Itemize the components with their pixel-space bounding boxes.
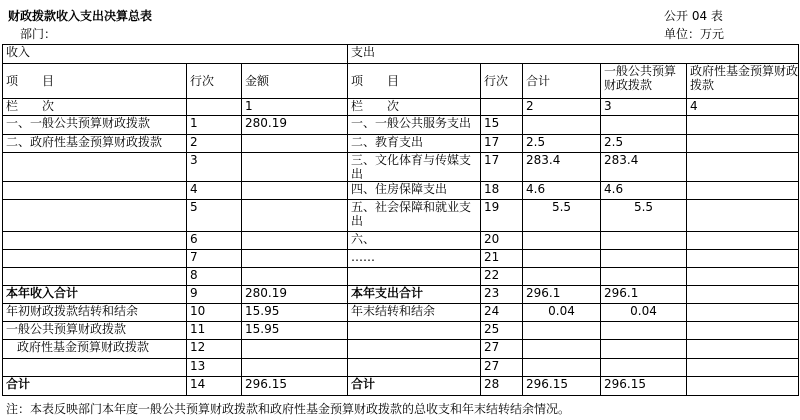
- table-row: [3, 250, 799, 268]
- expense-row-no: 24: [481, 304, 523, 322]
- expense-total: 296.1: [523, 286, 601, 304]
- expense-gov-fund: [687, 232, 799, 250]
- expense-item: 五、社会保障和就业支出: [348, 200, 481, 232]
- income-item: 一般公共预算财政拨款: [3, 322, 187, 340]
- income-row-no: 12: [187, 340, 242, 359]
- expense-gov-fund: [687, 153, 799, 182]
- income-amount: 296.15: [242, 377, 348, 396]
- income-amount: [242, 268, 348, 286]
- table-row: [3, 304, 799, 322]
- column-header-row: [3, 64, 799, 99]
- expense-general: 2.5: [601, 135, 687, 153]
- income-amount: [242, 340, 348, 359]
- table-row: [3, 359, 799, 377]
- table-code: 公开 04 表: [664, 9, 723, 23]
- income-amount: 15.95: [242, 304, 348, 322]
- expense-total: 5.5: [523, 200, 601, 232]
- income-item: 二、政府性基金预算财政拨款: [3, 135, 187, 153]
- table-row: [3, 377, 799, 396]
- budget-summary-table: [2, 44, 799, 396]
- expense-row-no: 27: [481, 359, 523, 377]
- expense-row-no: 19: [481, 200, 523, 232]
- col-amount-header: 金额: [242, 64, 348, 99]
- income-row-no: 3: [187, 153, 242, 182]
- col-row-header: 行次: [187, 64, 242, 99]
- expense-general: 296.15: [601, 377, 687, 396]
- expense-total: [523, 359, 601, 377]
- colno-label: 栏 次: [3, 99, 187, 116]
- expense-total: [523, 250, 601, 268]
- income-amount: [242, 153, 348, 182]
- expense-total: 0.04: [523, 304, 601, 322]
- expense-row-no: 21: [481, 250, 523, 268]
- table-body: [3, 116, 799, 396]
- expense-item: [348, 268, 481, 286]
- expense-item: 合计: [348, 377, 481, 396]
- income-item: 合计: [3, 377, 187, 396]
- expense-gov-fund: [687, 250, 799, 268]
- col-general-header: 一般公共预算财政拨款: [601, 64, 687, 99]
- expense-item: 年末结转和结余: [348, 304, 481, 322]
- income-item: 年初财政拨款结转和结余: [3, 304, 187, 322]
- expense-row-no: 22: [481, 268, 523, 286]
- income-section-header: 收入: [3, 45, 348, 64]
- table-row: [3, 200, 799, 232]
- col-item2-header: 项 目: [348, 64, 481, 99]
- expense-general: [601, 116, 687, 135]
- colno-2: 2: [523, 99, 601, 116]
- colno-3: 3: [601, 99, 687, 116]
- income-item: 一、一般公共预算财政拨款: [3, 116, 187, 135]
- expense-item: 本年支出合计: [348, 286, 481, 304]
- income-amount: [242, 359, 348, 377]
- col-gov-fund-header: 政府性基金预算财政拨款: [687, 64, 799, 99]
- expense-gov-fund: [687, 359, 799, 377]
- expense-item: ……: [348, 250, 481, 268]
- expense-total: [523, 322, 601, 340]
- expense-item: 四、住房保障支出: [348, 182, 481, 200]
- expense-general: [601, 340, 687, 359]
- income-item: 本年收入合计: [3, 286, 187, 304]
- page-title: 财政拨款收入支出决算总表: [8, 9, 153, 23]
- table-row: [3, 135, 799, 153]
- expense-row-no: 17: [481, 135, 523, 153]
- income-item: [3, 250, 187, 268]
- expense-general: [601, 250, 687, 268]
- expense-gov-fund: [687, 200, 799, 232]
- expense-general: [601, 268, 687, 286]
- unit-label: 单位：万元: [664, 27, 725, 41]
- expense-gov-fund: [687, 135, 799, 153]
- income-row-no: 13: [187, 359, 242, 377]
- income-row-no: 8: [187, 268, 242, 286]
- colno-4: 4: [687, 99, 799, 116]
- expense-row-no: 20: [481, 232, 523, 250]
- expense-gov-fund: [687, 116, 799, 135]
- income-amount: 280.19: [242, 286, 348, 304]
- expense-item: 三、文化体育与传媒支出: [348, 153, 481, 182]
- expense-total: 283.4: [523, 153, 601, 182]
- col-row2-header: 行次: [481, 64, 523, 99]
- expense-gov-fund: [687, 304, 799, 322]
- expense-row-no: 25: [481, 322, 523, 340]
- column-number-row: [3, 99, 799, 116]
- expense-section-header: 支出: [348, 45, 799, 64]
- income-item: [3, 359, 187, 377]
- expense-row-no: 17: [481, 153, 523, 182]
- col-total-header: 合计: [523, 64, 601, 99]
- expense-item: [348, 359, 481, 377]
- income-amount: [242, 232, 348, 250]
- income-row-no: 14: [187, 377, 242, 396]
- expense-total: [523, 232, 601, 250]
- expense-general: 296.1: [601, 286, 687, 304]
- income-amount: 15.95: [242, 322, 348, 340]
- expense-general: 0.04: [601, 304, 687, 322]
- income-item: [3, 268, 187, 286]
- table-row: [3, 153, 799, 182]
- expense-gov-fund: [687, 322, 799, 340]
- col-item-header: 项 目: [3, 64, 187, 99]
- income-amount: [242, 182, 348, 200]
- expense-item: [348, 340, 481, 359]
- table-row: [3, 286, 799, 304]
- table-row: [3, 340, 799, 359]
- income-amount: 280.19: [242, 116, 348, 135]
- expense-general: [601, 322, 687, 340]
- expense-gov-fund: [687, 377, 799, 396]
- income-item: [3, 182, 187, 200]
- table-row: [3, 116, 799, 135]
- income-row-no: 4: [187, 182, 242, 200]
- expense-general: [601, 232, 687, 250]
- income-row-no: 7: [187, 250, 242, 268]
- footnote: 注：本表反映部门本年度一般公共预算财政拨款和政府性基金预算财政拨款的总收支和年末结转结余情况。: [6, 402, 571, 416]
- expense-gov-fund: [687, 286, 799, 304]
- expense-total: 4.6: [523, 182, 601, 200]
- expense-row-no: 28: [481, 377, 523, 396]
- expense-item: [348, 322, 481, 340]
- expense-item: 六、: [348, 232, 481, 250]
- expense-total: [523, 268, 601, 286]
- colno-1: 1: [242, 99, 348, 116]
- table-row: [3, 322, 799, 340]
- income-amount: [242, 250, 348, 268]
- expense-row-no: 18: [481, 182, 523, 200]
- income-item: 政府性基金预算财政拨款: [3, 340, 187, 359]
- expense-gov-fund: [687, 268, 799, 286]
- expense-total: 296.15: [523, 377, 601, 396]
- expense-gov-fund: [687, 182, 799, 200]
- income-row-no: 2: [187, 135, 242, 153]
- table-row: [3, 182, 799, 200]
- income-row-no: 6: [187, 232, 242, 250]
- income-row-no: 9: [187, 286, 242, 304]
- income-amount: [242, 135, 348, 153]
- expense-total: [523, 116, 601, 135]
- expense-general: 4.6: [601, 182, 687, 200]
- income-row-no: 11: [187, 322, 242, 340]
- expense-general: 283.4: [601, 153, 687, 182]
- income-item: [3, 153, 187, 182]
- section-header-row: [3, 45, 799, 64]
- colno-label2: 栏 次: [348, 99, 481, 116]
- income-row-no: 1: [187, 116, 242, 135]
- expense-gov-fund: [687, 340, 799, 359]
- expense-general: 5.5: [601, 200, 687, 232]
- colno-empty: [187, 99, 242, 116]
- expense-row-no: 15: [481, 116, 523, 135]
- expense-item: 一、一般公共服务支出: [348, 116, 481, 135]
- expense-general: [601, 359, 687, 377]
- department-label: 部门：: [20, 27, 57, 41]
- income-amount: [242, 200, 348, 232]
- income-item: [3, 232, 187, 250]
- expense-total: 2.5: [523, 135, 601, 153]
- table-row: [3, 268, 799, 286]
- expense-item: 二、教育支出: [348, 135, 481, 153]
- income-row-no: 5: [187, 200, 242, 232]
- table-row: [3, 232, 799, 250]
- expense-total: [523, 340, 601, 359]
- expense-row-no: 23: [481, 286, 523, 304]
- expense-row-no: 27: [481, 340, 523, 359]
- income-item: [3, 200, 187, 232]
- colno-empty2: [481, 99, 523, 116]
- income-row-no: 10: [187, 304, 242, 322]
